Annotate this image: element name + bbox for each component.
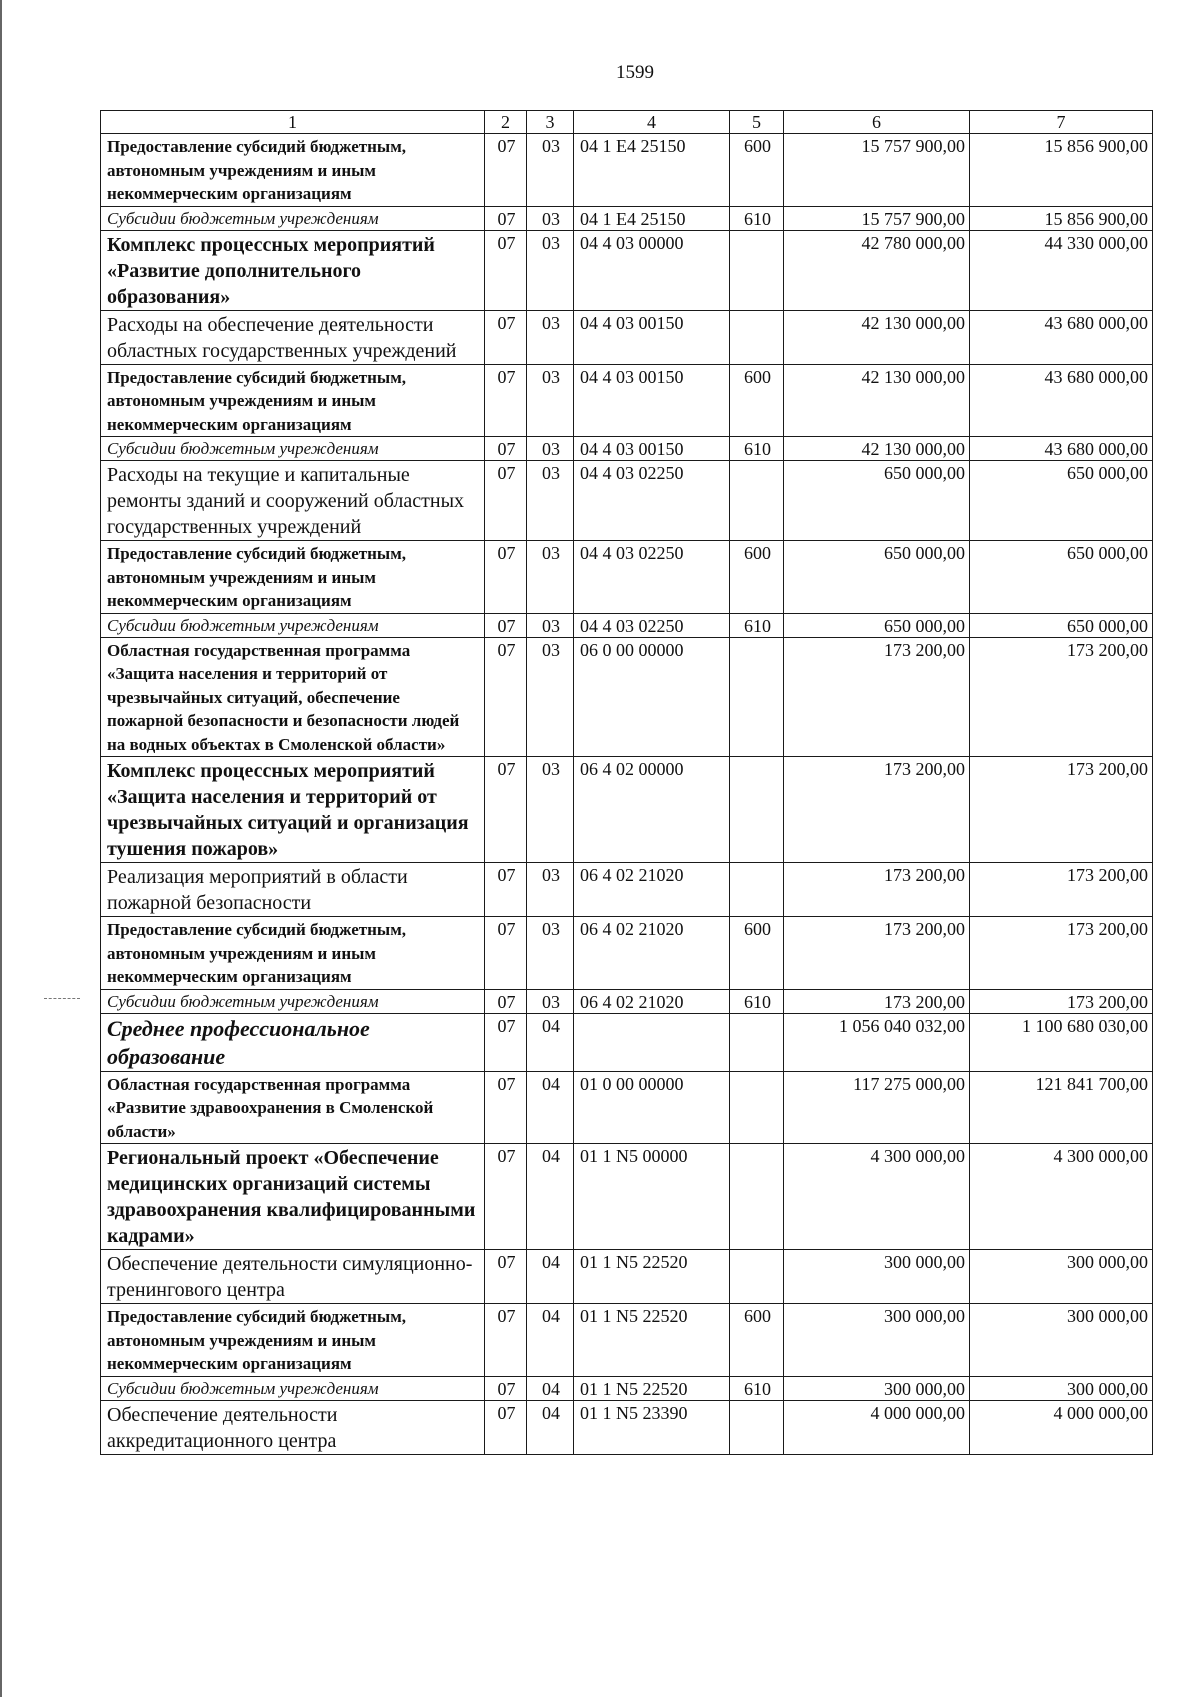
target-article-cell: 04 4 03 02250	[574, 541, 730, 614]
amount-year2-cell: 650 000,00	[970, 461, 1153, 541]
section-code-cell: 07	[485, 1304, 527, 1377]
expense-type-cell: 600	[730, 1304, 784, 1377]
amount-year2-cell: 43 680 000,00	[970, 364, 1153, 437]
row-name-cell: Предоставление субсидий бюджетным, автономным учреждениям и иным некоммерческим организациям	[101, 134, 485, 207]
table-row	[101, 637, 1153, 757]
expense-type-cell: 600	[730, 541, 784, 614]
row-name-cell: Субсидии бюджетным учреждениям	[101, 437, 485, 461]
section-code-cell: 07	[485, 134, 527, 207]
target-article-cell: 04 4 03 02250	[574, 461, 730, 541]
subsection-code-cell: 03	[527, 989, 574, 1013]
subsection-code-cell: 03	[527, 917, 574, 990]
header-col-7: 7	[970, 111, 1153, 134]
target-article-cell: 06 4 02 21020	[574, 989, 730, 1013]
amount-year2-cell: 1 100 680 030,00	[970, 1013, 1153, 1071]
target-article-cell: 04 4 03 00000	[574, 230, 730, 310]
amount-year2-cell: 650 000,00	[970, 541, 1153, 614]
row-name-cell: Субсидии бюджетным учреждениям	[101, 206, 485, 230]
table-row	[101, 310, 1153, 364]
row-name-cell: Предоставление субсидий бюджетным, автономным учреждениям и иным некоммерческим организациям	[101, 541, 485, 614]
amount-year1-cell: 650 000,00	[784, 541, 970, 614]
page-number: 1599	[616, 62, 654, 83]
subsection-code-cell: 04	[527, 1400, 574, 1454]
target-article-cell	[574, 1013, 730, 1071]
amount-year2-cell: 173 200,00	[970, 989, 1153, 1013]
section-code-cell: 07	[485, 917, 527, 990]
target-article-cell: 04 4 03 02250	[574, 613, 730, 637]
amount-year2-cell: 44 330 000,00	[970, 230, 1153, 310]
subsection-code-cell: 03	[527, 206, 574, 230]
table-row	[101, 541, 1153, 614]
amount-year1-cell: 42 130 000,00	[784, 437, 970, 461]
subsection-code-cell: 03	[527, 230, 574, 310]
row-name-cell: Обеспечение деятельности аккредитационного центра	[101, 1400, 485, 1454]
header-col-3: 3	[527, 111, 574, 134]
table-row	[101, 1400, 1153, 1454]
header-col-4: 4	[574, 111, 730, 134]
amount-year1-cell: 42 780 000,00	[784, 230, 970, 310]
row-name-cell: Предоставление субсидий бюджетным, автономным учреждениям и иным некоммерческим организациям	[101, 917, 485, 990]
table-row	[101, 1376, 1153, 1400]
section-code-cell: 07	[485, 437, 527, 461]
row-name-cell: Комплекс процессных мероприятий «Развитие дополнительного образования»	[101, 230, 485, 310]
subsection-code-cell: 03	[527, 461, 574, 541]
target-article-cell: 04 4 03 00150	[574, 364, 730, 437]
budget-table	[100, 110, 1153, 1455]
target-article-cell: 06 4 02 21020	[574, 863, 730, 917]
amount-year1-cell: 42 130 000,00	[784, 310, 970, 364]
amount-year1-cell: 117 275 000,00	[784, 1071, 970, 1144]
subsection-code-cell: 04	[527, 1013, 574, 1071]
section-code-cell: 07	[485, 1376, 527, 1400]
subsection-code-cell: 03	[527, 637, 574, 757]
row-name-cell: Комплекс процессных мероприятий «Защита населения и территорий от чрезвычайных ситуаций и организация тушения пожаров»	[101, 757, 485, 863]
table-row	[101, 1304, 1153, 1377]
amount-year2-cell: 43 680 000,00	[970, 310, 1153, 364]
table-body	[101, 134, 1153, 1455]
target-article-cell: 04 1 Е4 25150	[574, 134, 730, 207]
subsection-code-cell: 03	[527, 364, 574, 437]
section-code-cell: 07	[485, 863, 527, 917]
amount-year2-cell: 650 000,00	[970, 613, 1153, 637]
header-col-1: 1	[101, 111, 485, 134]
section-code-cell: 07	[485, 1250, 527, 1304]
row-name-cell: Субсидии бюджетным учреждениям	[101, 1376, 485, 1400]
amount-year1-cell: 15 757 900,00	[784, 134, 970, 207]
subsection-code-cell: 04	[527, 1144, 574, 1250]
row-name-cell: Субсидии бюджетным учреждениям	[101, 613, 485, 637]
expense-type-cell	[730, 1144, 784, 1250]
expense-type-cell	[730, 1071, 784, 1144]
subsection-code-cell: 03	[527, 863, 574, 917]
expense-type-cell	[730, 310, 784, 364]
expense-type-cell	[730, 757, 784, 863]
amount-year2-cell: 300 000,00	[970, 1304, 1153, 1377]
section-code-cell: 07	[485, 206, 527, 230]
row-name-cell: Расходы на текущие и капитальные ремонты зданий и сооружений областных государственных учреждений	[101, 461, 485, 541]
subsection-code-cell: 03	[527, 757, 574, 863]
row-name-cell: Среднее профессиональное образование	[101, 1013, 485, 1071]
amount-year2-cell: 15 856 900,00	[970, 206, 1153, 230]
section-code-cell: 07	[485, 310, 527, 364]
amount-year1-cell: 650 000,00	[784, 613, 970, 637]
subsection-code-cell: 04	[527, 1304, 574, 1377]
table-row	[101, 989, 1153, 1013]
row-name-cell: Региональный проект «Обеспечение медицинских организаций системы здравоохранения квалифицированными кадрами»	[101, 1144, 485, 1250]
amount-year1-cell: 650 000,00	[784, 461, 970, 541]
expense-type-cell	[730, 1250, 784, 1304]
table-row	[101, 230, 1153, 310]
amount-year1-cell: 173 200,00	[784, 989, 970, 1013]
target-article-cell: 01 1 N5 22520	[574, 1304, 730, 1377]
table-row	[101, 917, 1153, 990]
expense-type-cell: 610	[730, 437, 784, 461]
row-name-cell: Областная государственная программа «Развитие здравоохранения в Смоленской области»	[101, 1071, 485, 1144]
amount-year2-cell: 4 300 000,00	[970, 1144, 1153, 1250]
table-row	[101, 134, 1153, 207]
amount-year2-cell: 4 000 000,00	[970, 1400, 1153, 1454]
row-name-cell: Субсидии бюджетным учреждениям	[101, 989, 485, 1013]
target-article-cell: 06 4 02 21020	[574, 917, 730, 990]
row-name-cell: Предоставление субсидий бюджетным, автономным учреждениям и иным некоммерческим организациям	[101, 1304, 485, 1377]
target-article-cell: 01 1 N5 23390	[574, 1400, 730, 1454]
table-row	[101, 461, 1153, 541]
target-article-cell: 04 1 Е4 25150	[574, 206, 730, 230]
table-header-row	[101, 111, 1153, 134]
table-row	[101, 757, 1153, 863]
amount-year2-cell: 173 200,00	[970, 917, 1153, 990]
target-article-cell: 06 4 02 00000	[574, 757, 730, 863]
amount-year1-cell: 173 200,00	[784, 757, 970, 863]
section-code-cell: 07	[485, 1013, 527, 1071]
amount-year2-cell: 15 856 900,00	[970, 134, 1153, 207]
section-code-cell: 07	[485, 637, 527, 757]
table-row	[101, 1071, 1153, 1144]
expense-type-cell: 610	[730, 613, 784, 637]
header-col-5: 5	[730, 111, 784, 134]
row-name-cell: Расходы на обеспечение деятельности областных государственных учреждений	[101, 310, 485, 364]
header-col-6: 6	[784, 111, 970, 134]
section-code-cell: 07	[485, 461, 527, 541]
subsection-code-cell: 04	[527, 1250, 574, 1304]
expense-type-cell	[730, 637, 784, 757]
expense-type-cell	[730, 461, 784, 541]
expense-type-cell	[730, 1013, 784, 1071]
scan-mark	[44, 998, 80, 999]
row-name-cell: Обеспечение деятельности симуляционно-тренингового центра	[101, 1250, 485, 1304]
target-article-cell: 04 4 03 00150	[574, 437, 730, 461]
expense-type-cell	[730, 863, 784, 917]
expense-type-cell: 600	[730, 364, 784, 437]
target-article-cell: 01 1 N5 22520	[574, 1376, 730, 1400]
target-article-cell: 01 1 N5 22520	[574, 1250, 730, 1304]
section-code-cell: 07	[485, 541, 527, 614]
amount-year1-cell: 173 200,00	[784, 917, 970, 990]
section-code-cell: 07	[485, 1144, 527, 1250]
amount-year2-cell: 300 000,00	[970, 1250, 1153, 1304]
amount-year1-cell: 173 200,00	[784, 637, 970, 757]
expense-type-cell: 610	[730, 206, 784, 230]
table-row	[101, 1250, 1153, 1304]
section-code-cell: 07	[485, 1071, 527, 1144]
amount-year1-cell: 4 000 000,00	[784, 1400, 970, 1454]
target-article-cell: 06 0 00 00000	[574, 637, 730, 757]
row-name-cell: Областная государственная программа «Защита населения и территорий от чрезвычайных ситуаций, обеспечение пожарной безопасности и безопасности людей на водных объектах в Смоленской области»	[101, 637, 485, 757]
section-code-cell: 07	[485, 364, 527, 437]
amount-year2-cell: 173 200,00	[970, 757, 1153, 863]
row-name-cell: Реализация мероприятий в области пожарной безопасности	[101, 863, 485, 917]
amount-year2-cell: 300 000,00	[970, 1376, 1153, 1400]
scan-edge-line	[0, 0, 2, 1697]
section-code-cell: 07	[485, 989, 527, 1013]
section-code-cell: 07	[485, 757, 527, 863]
expense-type-cell: 600	[730, 917, 784, 990]
section-code-cell: 07	[485, 1400, 527, 1454]
subsection-code-cell: 03	[527, 134, 574, 207]
amount-year1-cell: 300 000,00	[784, 1304, 970, 1377]
table-row	[101, 1144, 1153, 1250]
table-row	[101, 437, 1153, 461]
target-article-cell: 04 4 03 00150	[574, 310, 730, 364]
amount-year1-cell: 42 130 000,00	[784, 364, 970, 437]
table-row	[101, 364, 1153, 437]
subsection-code-cell: 04	[527, 1376, 574, 1400]
amount-year1-cell: 173 200,00	[784, 863, 970, 917]
subsection-code-cell: 03	[527, 613, 574, 637]
table-row	[101, 1013, 1153, 1071]
expense-type-cell	[730, 1400, 784, 1454]
amount-year2-cell: 173 200,00	[970, 637, 1153, 757]
amount-year1-cell: 15 757 900,00	[784, 206, 970, 230]
subsection-code-cell: 03	[527, 541, 574, 614]
section-code-cell: 07	[485, 230, 527, 310]
row-name-cell: Предоставление субсидий бюджетным, автономным учреждениям и иным некоммерческим организациям	[101, 364, 485, 437]
amount-year1-cell: 4 300 000,00	[784, 1144, 970, 1250]
expense-type-cell	[730, 230, 784, 310]
amount-year1-cell: 300 000,00	[784, 1376, 970, 1400]
table-row	[101, 613, 1153, 637]
amount-year2-cell: 173 200,00	[970, 863, 1153, 917]
header-col-2: 2	[485, 111, 527, 134]
subsection-code-cell: 04	[527, 1071, 574, 1144]
expense-type-cell: 610	[730, 1376, 784, 1400]
amount-year1-cell: 300 000,00	[784, 1250, 970, 1304]
expense-type-cell: 610	[730, 989, 784, 1013]
table-row	[101, 863, 1153, 917]
amount-year2-cell: 43 680 000,00	[970, 437, 1153, 461]
amount-year2-cell: 121 841 700,00	[970, 1071, 1153, 1144]
target-article-cell: 01 1 N5 00000	[574, 1144, 730, 1250]
subsection-code-cell: 03	[527, 437, 574, 461]
target-article-cell: 01 0 00 00000	[574, 1071, 730, 1144]
expense-type-cell: 600	[730, 134, 784, 207]
section-code-cell: 07	[485, 613, 527, 637]
amount-year1-cell: 1 056 040 032,00	[784, 1013, 970, 1071]
table-row	[101, 206, 1153, 230]
subsection-code-cell: 03	[527, 310, 574, 364]
